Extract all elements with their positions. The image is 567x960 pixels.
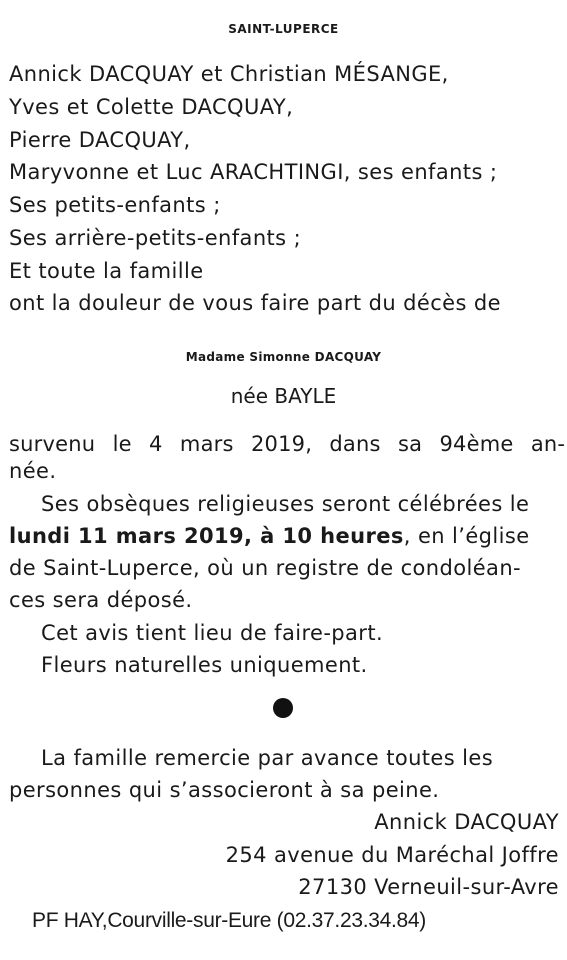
flowers-line: Fleurs naturelles uniquement.	[41, 653, 368, 677]
maiden-name: née BAYLE	[230, 384, 337, 408]
death-text-line-2: née.	[9, 459, 57, 483]
family-line-8: ont la douleur de vous faire part du décès de	[9, 291, 501, 315]
family-line-6: Ses arrière-petits-enfants ;	[9, 226, 302, 250]
avis-line: Cet avis tient lieu de faire-part.	[41, 621, 384, 645]
contact-street: 254 avenue du Maréchal Joffre	[225, 843, 559, 867]
contact-city: 27130 Verneuil-sur-Avre	[298, 875, 559, 899]
commune-heading: SAINT-LUPERCE	[228, 22, 339, 36]
deceased-name: Madame Simonne DACQUAY	[185, 350, 382, 364]
family-line-4: Maryvonne et Luc ARACHTINGI, ses enfants ;	[9, 160, 498, 184]
family-line-1: Annick DACQUAY et Christian MÉSANGE,	[9, 62, 449, 86]
family-line-5: Ses petits-enfants ;	[9, 193, 221, 217]
death-text-line-1: survenu le 4 mars 2019, dans sa 94ème an-	[9, 432, 566, 456]
contact-name: Annick DACQUAY	[374, 810, 559, 834]
thanks-line-1: La famille remercie par avance toutes les	[41, 746, 494, 770]
funeral-text-line-1: Ses obsèques religieuses seront célébrées le	[41, 492, 530, 516]
funeral-text-line-4: ces sera déposé.	[9, 588, 193, 612]
family-line-2: Yves et Colette DACQUAY,	[9, 95, 294, 119]
funeral-date: lundi 11 mars 2019, à 10 heures	[9, 524, 404, 548]
separator-bullet-icon	[273, 698, 293, 718]
funeral-place-start: , en l’église	[403, 524, 530, 548]
funeral-text-line-3: de Saint-Luperce, où un registre de condoléan-	[9, 556, 522, 580]
thanks-line-2: personnes qui s’associeront à sa peine.	[9, 778, 440, 802]
family-line-3: Pierre DACQUAY,	[9, 128, 191, 152]
funeral-home-line: PF HAY,Courville-sur-Eure (02.37.23.34.84)	[32, 909, 426, 932]
family-line-7: Et toute la famille	[9, 259, 204, 283]
funeral-text-line-2	[9, 523, 530, 549]
